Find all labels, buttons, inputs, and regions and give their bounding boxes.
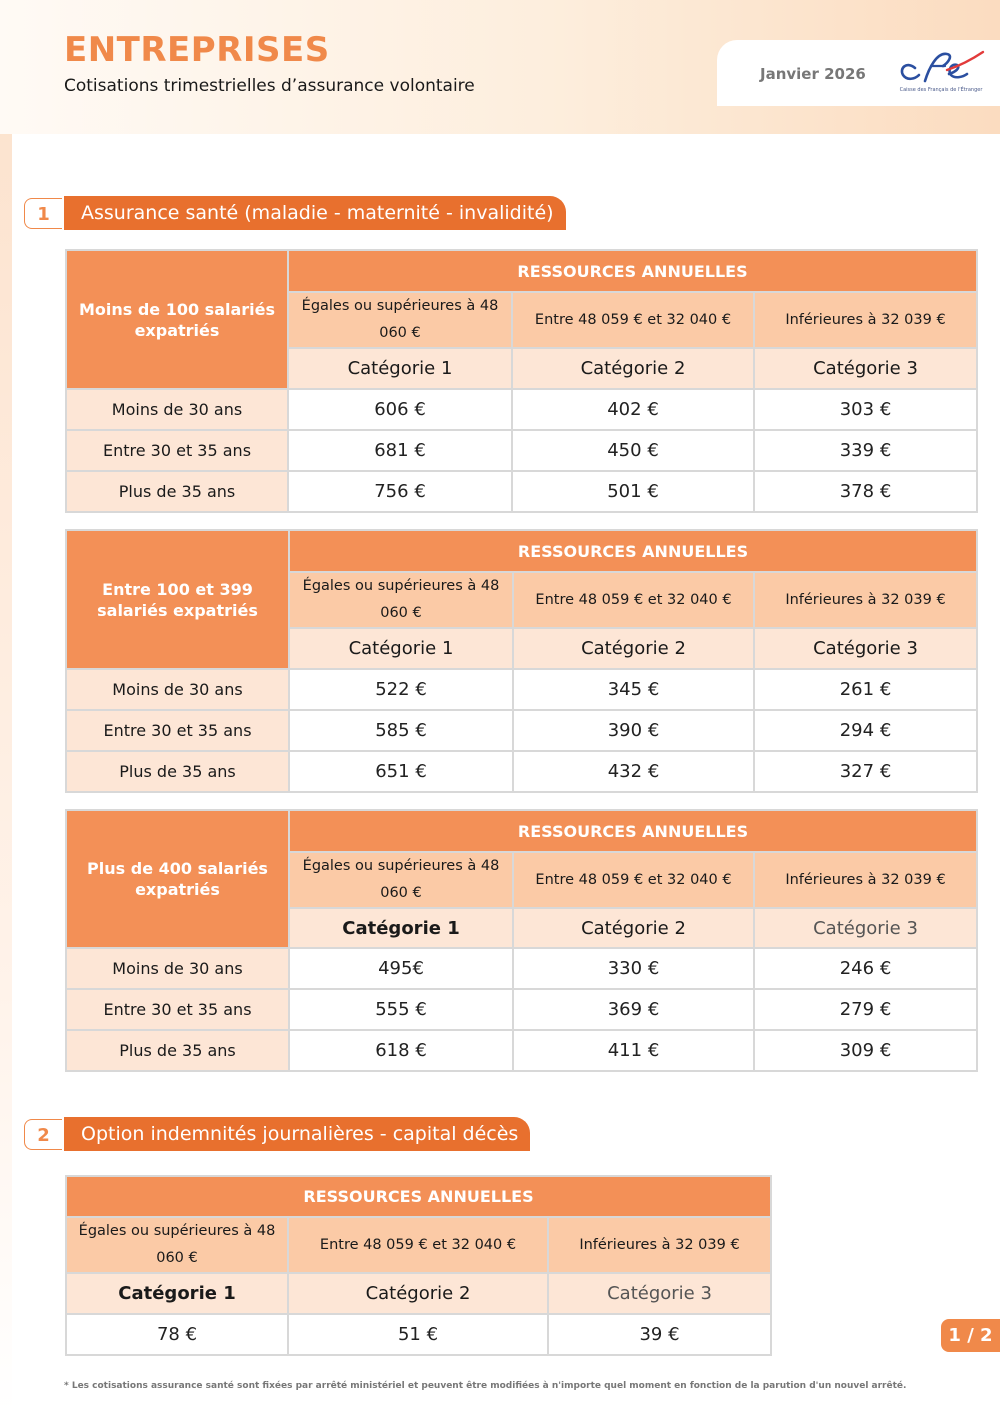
rate-cell: 411 € bbox=[513, 1030, 754, 1071]
page-subtitle: Cotisations trimestrielles d’assurance volontaire bbox=[64, 76, 475, 96]
resources-header: RESSOURCES ANNUELLES bbox=[66, 1176, 771, 1217]
rates-table-over-400 bbox=[65, 809, 978, 1072]
income-range-2: Entre 48 059 € et 32 040 € bbox=[288, 1217, 548, 1273]
category-1-label: Catégorie 1 bbox=[288, 348, 512, 389]
income-range-2: Entre 48 059 € et 32 040 € bbox=[512, 292, 754, 348]
rate-cell: 339 € bbox=[754, 430, 977, 471]
table-row bbox=[66, 989, 977, 1030]
age-label: Moins de 30 ans bbox=[66, 389, 288, 430]
resources-header: RESSOURCES ANNUELLES bbox=[289, 530, 977, 572]
rate-cell: 327 € bbox=[754, 751, 977, 792]
rate-cell: 756 € bbox=[288, 471, 512, 512]
category-1-label: Catégorie 1 bbox=[289, 628, 513, 669]
employee-group-label: Moins de 100 salariés expatriés bbox=[66, 250, 288, 389]
section-number: 1 bbox=[24, 198, 62, 229]
rate-cell: 402 € bbox=[512, 389, 754, 430]
rate-cell: 279 € bbox=[754, 989, 977, 1030]
rate-cell: 606 € bbox=[288, 389, 512, 430]
table-row bbox=[66, 751, 977, 792]
option-rates-table bbox=[65, 1175, 772, 1356]
rate-cell: 585 € bbox=[289, 710, 513, 751]
age-label: Plus de 35 ans bbox=[66, 1030, 289, 1071]
age-label: Moins de 30 ans bbox=[66, 669, 289, 710]
category-2-label: Catégorie 2 bbox=[513, 908, 754, 948]
category-1-label: Catégorie 1 bbox=[66, 1273, 288, 1314]
income-range-1: Égales ou supérieures à 48 060 € bbox=[288, 292, 512, 348]
table-row bbox=[66, 710, 977, 751]
side-band bbox=[0, 0, 12, 1414]
category-2-label: Catégorie 2 bbox=[513, 628, 754, 669]
age-label: Entre 30 et 35 ans bbox=[66, 710, 289, 751]
header-card bbox=[717, 40, 1000, 106]
rate-cell: 681 € bbox=[288, 430, 512, 471]
category-3-label: Catégorie 3 bbox=[754, 348, 977, 389]
table-row bbox=[66, 389, 977, 430]
rate-cell: 78 € bbox=[66, 1314, 288, 1355]
rate-cell: 261 € bbox=[754, 669, 977, 710]
table-row bbox=[66, 1314, 771, 1355]
rate-cell: 618 € bbox=[289, 1030, 513, 1071]
page-header bbox=[0, 0, 1000, 134]
rate-cell: 450 € bbox=[512, 430, 754, 471]
rate-cell: 369 € bbox=[513, 989, 754, 1030]
rate-cell: 501 € bbox=[512, 471, 754, 512]
category-3-label: Catégorie 3 bbox=[548, 1273, 771, 1314]
income-range-1: Égales ou supérieures à 48 060 € bbox=[289, 852, 513, 908]
employee-group-label: Entre 100 et 399 salariés expatriés bbox=[66, 530, 289, 669]
rate-cell: 303 € bbox=[754, 389, 977, 430]
category-3-label: Catégorie 3 bbox=[754, 908, 977, 948]
resources-header: RESSOURCES ANNUELLES bbox=[289, 810, 977, 852]
rate-cell: 555 € bbox=[289, 989, 513, 1030]
category-1-label: Catégorie 1 bbox=[289, 908, 513, 948]
category-2-label: Catégorie 2 bbox=[512, 348, 754, 389]
table-row bbox=[66, 430, 977, 471]
section-title: Option indemnités journalières - capital décès bbox=[64, 1117, 530, 1151]
rate-cell: 294 € bbox=[754, 710, 977, 751]
age-label: Moins de 30 ans bbox=[66, 948, 289, 989]
rate-cell: 51 € bbox=[288, 1314, 548, 1355]
income-range-3: Inférieures à 32 039 € bbox=[754, 572, 977, 628]
logo-caption: Caisse des Français de l'Étranger bbox=[899, 87, 983, 93]
income-range-2: Entre 48 059 € et 32 040 € bbox=[513, 572, 754, 628]
issue-date: Janvier 2026 bbox=[760, 65, 866, 83]
rate-cell: 378 € bbox=[754, 471, 977, 512]
footnote: * Les cotisations assurance santé sont fixées par arrêté ministériel et peuvent être modifiées à n'importe quel moment en fonction de la parution d'un nouvel arrêté. bbox=[64, 1381, 907, 1391]
age-label: Entre 30 et 35 ans bbox=[66, 430, 288, 471]
table-row bbox=[66, 669, 977, 710]
category-3-label: Catégorie 3 bbox=[754, 628, 977, 669]
income-range-2: Entre 48 059 € et 32 040 € bbox=[513, 852, 754, 908]
resources-header: RESSOURCES ANNUELLES bbox=[288, 250, 977, 292]
section-title: Assurance santé (maladie - maternité - invalidité) bbox=[64, 196, 566, 230]
age-label: Plus de 35 ans bbox=[66, 751, 289, 792]
table-row bbox=[66, 1030, 977, 1071]
income-range-3: Inférieures à 32 039 € bbox=[548, 1217, 771, 1273]
rate-cell: 345 € bbox=[513, 669, 754, 710]
income-range-3: Inférieures à 32 039 € bbox=[754, 852, 977, 908]
rate-cell: 495€ bbox=[289, 948, 513, 989]
cfe-logo-mark bbox=[895, 46, 987, 90]
income-range-1: Égales ou supérieures à 48 060 € bbox=[289, 572, 513, 628]
age-label: Plus de 35 ans bbox=[66, 471, 288, 512]
rate-cell: 522 € bbox=[289, 669, 513, 710]
page-title: ENTREPRISES bbox=[64, 30, 330, 70]
rate-cell: 309 € bbox=[754, 1030, 977, 1071]
rate-cell: 39 € bbox=[548, 1314, 771, 1355]
rate-cell: 330 € bbox=[513, 948, 754, 989]
category-2-label: Catégorie 2 bbox=[288, 1273, 548, 1314]
section-number: 2 bbox=[24, 1119, 62, 1150]
rate-cell: 651 € bbox=[289, 751, 513, 792]
table-row bbox=[66, 948, 977, 989]
employee-group-label: Plus de 400 salariés expatriés bbox=[66, 810, 289, 948]
rate-cell: 432 € bbox=[513, 751, 754, 792]
income-range-1: Égales ou supérieures à 48 060 € bbox=[66, 1217, 288, 1273]
cfe-logo bbox=[895, 46, 987, 98]
table-row bbox=[66, 471, 977, 512]
rate-cell: 246 € bbox=[754, 948, 977, 989]
age-label: Entre 30 et 35 ans bbox=[66, 989, 289, 1030]
rates-table-100-399 bbox=[65, 529, 978, 793]
page-number-badge: 1 / 2 bbox=[941, 1319, 1000, 1352]
rate-cell: 390 € bbox=[513, 710, 754, 751]
income-range-3: Inférieures à 32 039 € bbox=[754, 292, 977, 348]
rates-table-under-100 bbox=[65, 249, 978, 513]
